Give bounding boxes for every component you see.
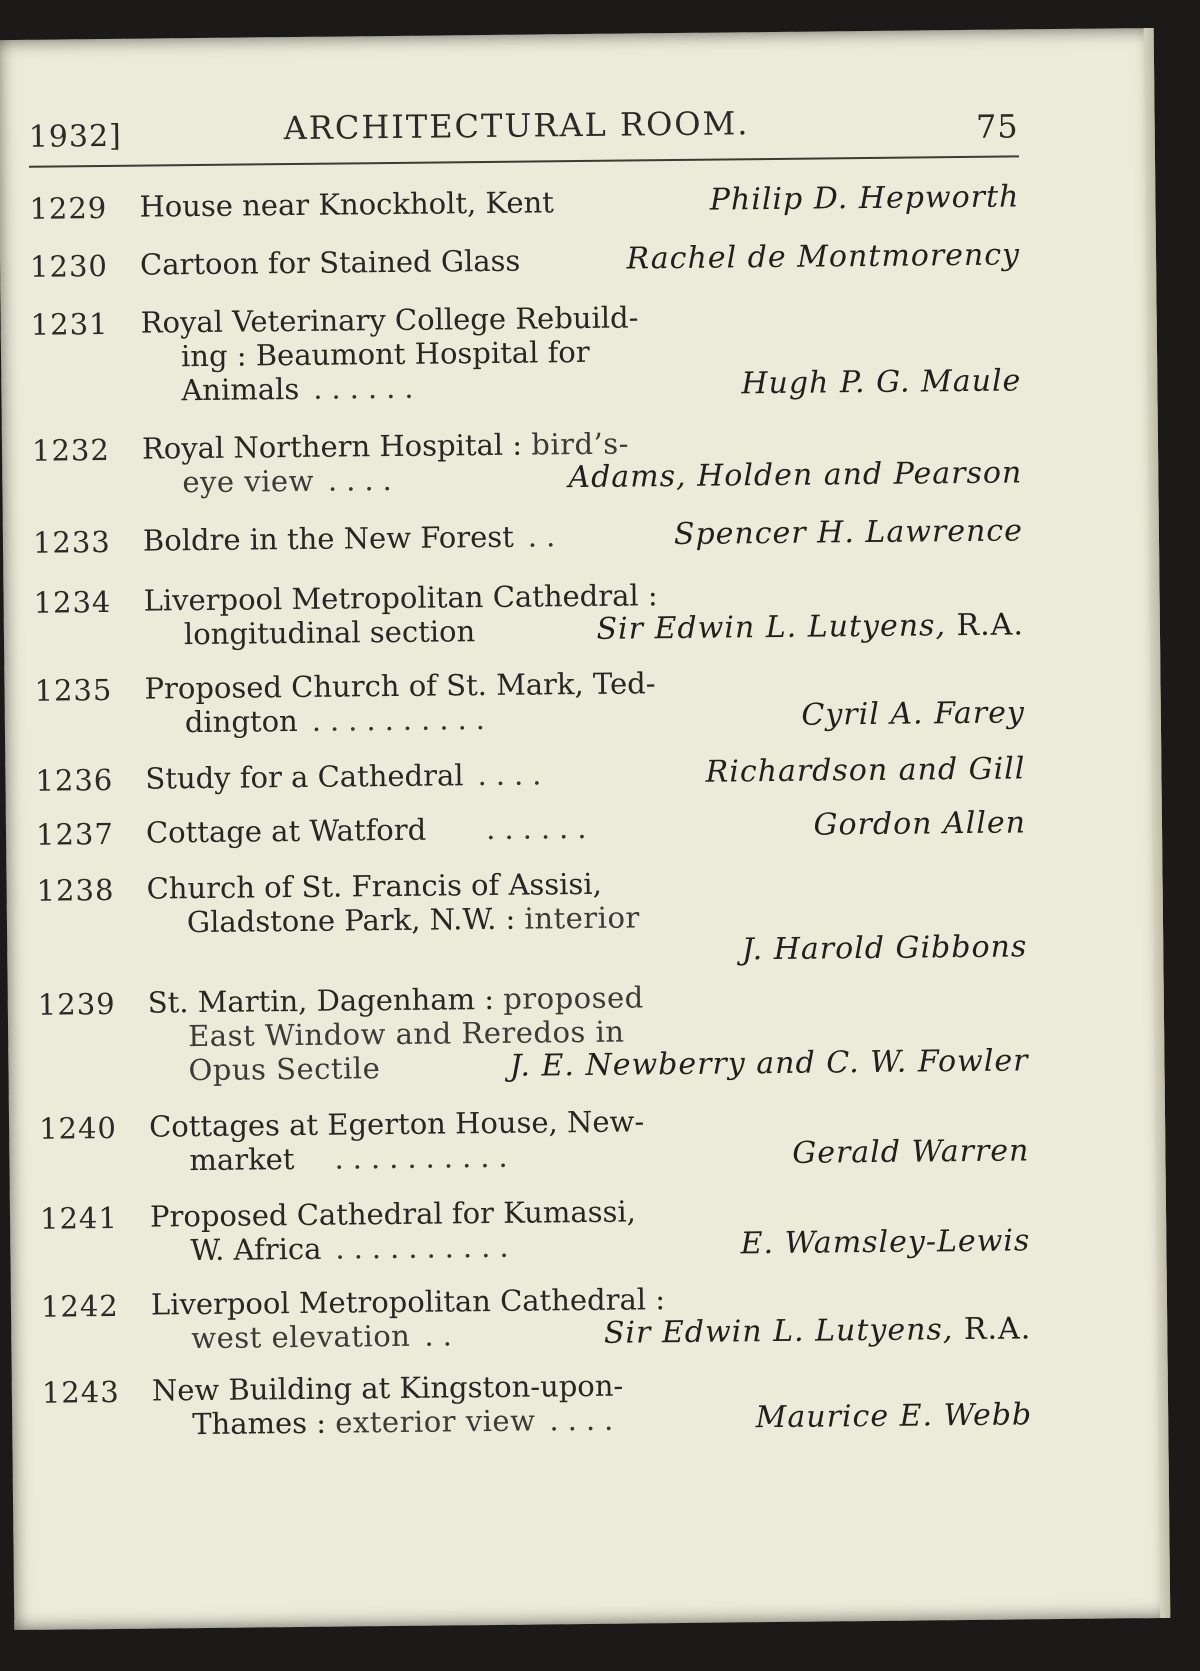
- entry-artist: Gordon Allen: [813, 805, 1027, 843]
- entry-artist: Cyril A. Farey: [801, 695, 1025, 733]
- leader-dots: ....: [477, 757, 551, 793]
- catalogue-entry: [31, 421, 1032, 500]
- leader-dots: ..........: [335, 1229, 518, 1266]
- entry-artist: E. Wamsley-Lewis: [740, 1223, 1031, 1262]
- entry-title-cont: dington .......... Cyril A. Farey: [184, 695, 1025, 740]
- entry-artist: Spencer H. Lawrence: [673, 513, 1024, 553]
- entry-artist: Rachel de Montmorency: [626, 237, 1021, 277]
- catalogue-entry: [32, 513, 1033, 560]
- entry-artist: Philip D. Hepworth: [709, 179, 1020, 218]
- leader-dots: ..........: [311, 701, 495, 738]
- entry-number: 1231: [30, 306, 109, 342]
- entry-title: St. Martin, Dagenham : proposed: [147, 980, 644, 1020]
- entry-artist: Maurice E. Webb: [755, 1397, 1033, 1436]
- entry-title: House near Knockholt, Kent Philip D. Hepworth: [139, 179, 1020, 224]
- entry-title-cont: west elevation .. Sir Edwin L. Lutyens, R.A.: [191, 1311, 1032, 1356]
- entry-artist: Gerald Warren: [792, 1133, 1030, 1171]
- entry-title-cont: market .......... Gerald Warren: [189, 1133, 1030, 1178]
- entry-title: Church of St. Francis of Assisi,: [146, 866, 603, 906]
- leader-dots: ......: [313, 370, 423, 406]
- entry-title-cont: Thames : exterior view .... Maurice E. Webb: [192, 1397, 1033, 1442]
- entry-artist: Hugh P. G. Maule: [741, 363, 1022, 402]
- entry-title: Boldre in the New Forest .. Spencer H. Lawrence: [142, 513, 1024, 558]
- catalogue-entry: [36, 861, 1036, 968]
- entry-title: Liverpool Metropolitan Cathedral :: [150, 1282, 666, 1322]
- entry-title: Proposed Church of St. Mark, Ted-: [144, 666, 656, 706]
- entry-title-cont: ing : Beaumont Hospital for: [180, 334, 590, 374]
- entry-number: 1237: [35, 816, 115, 852]
- entry-title: Cottage at Watford ...... Gordon Allen: [145, 805, 1027, 850]
- header-year: 1932]: [28, 118, 122, 155]
- catalogue-entry: [39, 1189, 1040, 1268]
- entry-number: 1240: [38, 1110, 118, 1146]
- entry-number: 1230: [29, 248, 109, 284]
- entry-title: Cartoon for Stained Glass Rachel de Montmorency: [139, 237, 1021, 282]
- catalogue-entry: [33, 573, 1033, 652]
- leader-dots: ....: [327, 462, 401, 498]
- header-title: ARCHITECTURAL ROOM.: [283, 104, 750, 148]
- entry-number: 1243: [41, 1374, 120, 1410]
- entry-title: Royal Northern Hospital : bird’s-: [141, 426, 630, 466]
- leader-dots: ..: [527, 519, 565, 554]
- leader-dots: ..: [424, 1318, 461, 1353]
- entry-title: Royal Veterinary College Rebuild-: [140, 300, 639, 340]
- entry-number: 1234: [33, 584, 112, 620]
- entry-title: New Building at Kingston-upon-: [151, 1368, 624, 1408]
- catalogue-entry: [35, 805, 1036, 852]
- entry-artist: Adams, Holden and Pearson: [568, 455, 1023, 496]
- catalogue-entry: [29, 237, 1030, 284]
- running-header: [28, 101, 1018, 161]
- entry-title-cont: Opus Sectile J. E. Newberry and C. W. Fowler: [188, 1043, 1029, 1088]
- entry-number: 1232: [31, 432, 110, 468]
- entry-title: Study for a Cathedral .... Richardson and Gill: [145, 751, 1026, 796]
- catalogue-entry: [38, 1099, 1039, 1178]
- entry-title: Liverpool Metropolitan Cathedral :: [143, 578, 658, 618]
- entry-number: 1239: [37, 986, 116, 1022]
- entry-number: 1233: [32, 524, 111, 560]
- entry-title-cont: W. Africa .......... E. Wamsley-Lewis: [190, 1223, 1031, 1268]
- entry-title-cont: Animals ...... Hugh P. G. Maule: [181, 363, 1022, 408]
- page-edge: [1144, 28, 1171, 1618]
- entry-number: 1236: [35, 762, 114, 798]
- catalogue-entry: [30, 295, 1030, 408]
- entry-artist: Richardson and Gill: [705, 751, 1026, 790]
- entry-title: Cottages at Egerton House, New-: [148, 1104, 645, 1144]
- catalogue-entry: [34, 661, 1034, 740]
- entry-number: 1238: [36, 872, 115, 908]
- catalogue-entry: [40, 1277, 1041, 1356]
- catalogue-entry: [37, 975, 1038, 1088]
- entry-title-cont: eye view .... Adams, Holden and Pearson: [182, 455, 1023, 500]
- entry-title: Proposed Cathedral for Kumassi,: [149, 1194, 637, 1234]
- catalogue-entry: [41, 1363, 1042, 1442]
- entry-artist: J. Harold Gibbons: [741, 929, 1028, 968]
- entry-number: 1229: [29, 190, 108, 226]
- catalogue-entry: [35, 751, 1035, 798]
- leader-dots: ....: [549, 1402, 623, 1438]
- page-number: 75: [975, 107, 1019, 146]
- entry-number: 1241: [39, 1200, 119, 1236]
- entry-number: 1242: [40, 1288, 119, 1324]
- catalogue-entry: [29, 179, 1029, 226]
- entry-title-cont: longitudinal section Sir Edwin L. Lutyens, R.A.: [183, 607, 1025, 652]
- entry-number: 1235: [34, 672, 113, 708]
- entry-artist: J. E. Newberry and C. W. Fowler: [509, 1043, 1029, 1084]
- entry-artist: Sir Edwin L. Lutyens, R.A.: [603, 1311, 1032, 1351]
- entry-artist: Sir Edwin L. Lutyens, R.A.: [596, 607, 1025, 647]
- leader-dots: ......: [486, 810, 596, 847]
- entry-title-cont: East Window and Reredos in: [187, 1014, 625, 1054]
- entry-title-cont: Gladstone Park, N.W. : interior: [186, 900, 640, 940]
- leader-dots: ..........: [334, 1139, 517, 1176]
- book-page: [0, 28, 1170, 1630]
